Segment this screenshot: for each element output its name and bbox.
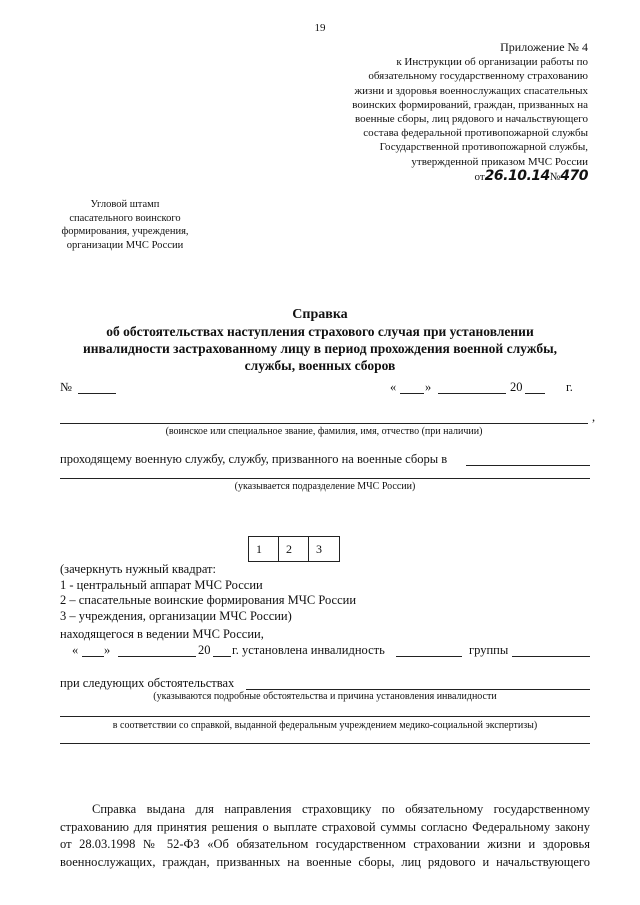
disability-month-blank: [118, 656, 196, 657]
disability-group-blank: [396, 656, 462, 657]
date-close-quote: »: [425, 380, 432, 394]
circumstances-blank-2: [60, 716, 590, 717]
number-label: №: [60, 380, 72, 394]
stamp-line: организации МЧС России: [66, 239, 184, 251]
circumstances-label: при следующих обстоятельствах: [60, 676, 235, 690]
stamp-line: Угловой штамп: [90, 199, 160, 210]
paragraph-line: Справка выдана для направления страховщику по обязательному государственному: [92, 802, 590, 816]
appendix-title: Приложение № 4: [500, 40, 588, 54]
appendix-line: утвержденной приказом МЧС России: [411, 155, 588, 168]
service-text: проходящему военную службу, службу, призванного на военные сборы в: [60, 452, 448, 466]
title-line: инвалидности застрахованному лицу в период прохождения военной службы,: [82, 341, 558, 356]
category-options: [60, 562, 356, 624]
purpose-paragraph: [60, 801, 590, 871]
strike-note: (зачеркнуть нужный квадрат:: [60, 562, 216, 576]
category-box-2[interactable]: 2: [279, 537, 309, 561]
option-1: 1 - центральный аппарат МЧС России: [60, 577, 263, 592]
appendix-line: Государственной противопожарной службы,: [379, 141, 588, 154]
appendix-line: жизни и здоровья военнослужащих спасательных: [354, 84, 588, 97]
order-date-handwritten: 26.10.14: [484, 167, 550, 184]
order-reference: [298, 169, 588, 184]
document-title: [40, 306, 600, 374]
title-line: службы, военных сборов: [244, 358, 396, 373]
option-3: 3 – учреждения, организации МЧС России): [60, 608, 292, 623]
corner-stamp-placeholder: [60, 198, 190, 252]
caption-certificate: в соответствии со справкой, выданной федеральным учреждением медико-социальной экспертизы): [112, 720, 538, 731]
paragraph-line: от 28.03.1998 № 52-ФЗ «Об обязательном государственном страховании жизни и здоровья: [60, 837, 590, 851]
disability-text: г. установлена инвалидность: [232, 643, 385, 657]
category-box-3[interactable]: 3: [316, 541, 322, 556]
circumstances-blank-3: [60, 743, 590, 744]
month-blank: [438, 393, 506, 394]
disability-day-blank: [82, 656, 104, 657]
paragraph-line: страхованию для принятия решения о выплате страховой суммы согласно Федеральному закону: [60, 819, 590, 834]
name-blank: [60, 423, 588, 424]
group-label: группы: [469, 643, 509, 657]
service-unit-blank: [466, 465, 590, 466]
unit-blank: [60, 478, 590, 479]
jurisdiction-text: находящегося в ведении МЧС России,: [60, 627, 264, 641]
disability-date-close-quote: »: [104, 643, 111, 657]
caption-unit: (указывается подразделение МЧС России): [234, 481, 416, 492]
circumstances-blank: [246, 689, 590, 690]
order-number-handwritten: 470: [560, 167, 588, 184]
group-trailing-blank: [512, 656, 590, 657]
order-number-label: №: [549, 170, 561, 183]
caption-name: (воинское или специальное звание, фамилия, имя, отчество (при наличии): [165, 426, 483, 437]
paragraph-line: военнослужащих, граждан, призванных на военные сборы, лиц рядового и начальствующего: [60, 854, 590, 869]
appendix-line: к Инструкции об организации работы по: [396, 56, 588, 69]
year-suffix: г.: [566, 380, 573, 394]
page-number: 19: [314, 22, 326, 34]
name-comma: ,: [592, 410, 596, 424]
order-from-label: от: [474, 170, 485, 183]
title-line: об обстоятельствах наступления страхового случая при установлении: [106, 324, 534, 339]
disability-year-prefix: 20: [198, 643, 211, 657]
appendix-line: воинских формирований, граждан, призванных на: [352, 98, 588, 111]
number-blank: [78, 393, 116, 394]
disability-year-blank: [213, 656, 231, 657]
year-prefix: 20: [510, 380, 523, 394]
appendix-line: состава федеральной противопожарной службы: [363, 127, 588, 140]
appendix-header: [298, 40, 588, 184]
appendix-line: военные сборы, лиц рядового и начальствующего: [354, 113, 588, 126]
option-2: 2 – спасательные воинские формирования МЧС России: [60, 593, 357, 607]
stamp-line: спасательного воинского: [69, 212, 181, 224]
caption-circumstances: (указываются подробные обстоятельства и причина установления инвалидности: [153, 691, 497, 702]
category-boxes: [248, 536, 340, 562]
day-blank: [400, 393, 424, 394]
year-blank: [525, 393, 545, 394]
date-open-quote: «: [390, 380, 397, 394]
category-box-1[interactable]: 1: [249, 537, 279, 561]
stamp-line: формирования, учреждения,: [61, 226, 189, 237]
appendix-line: обязательному государственному страхованию: [368, 70, 588, 83]
disability-date-open-quote: «: [72, 643, 79, 657]
title-main: Справка: [292, 307, 348, 322]
